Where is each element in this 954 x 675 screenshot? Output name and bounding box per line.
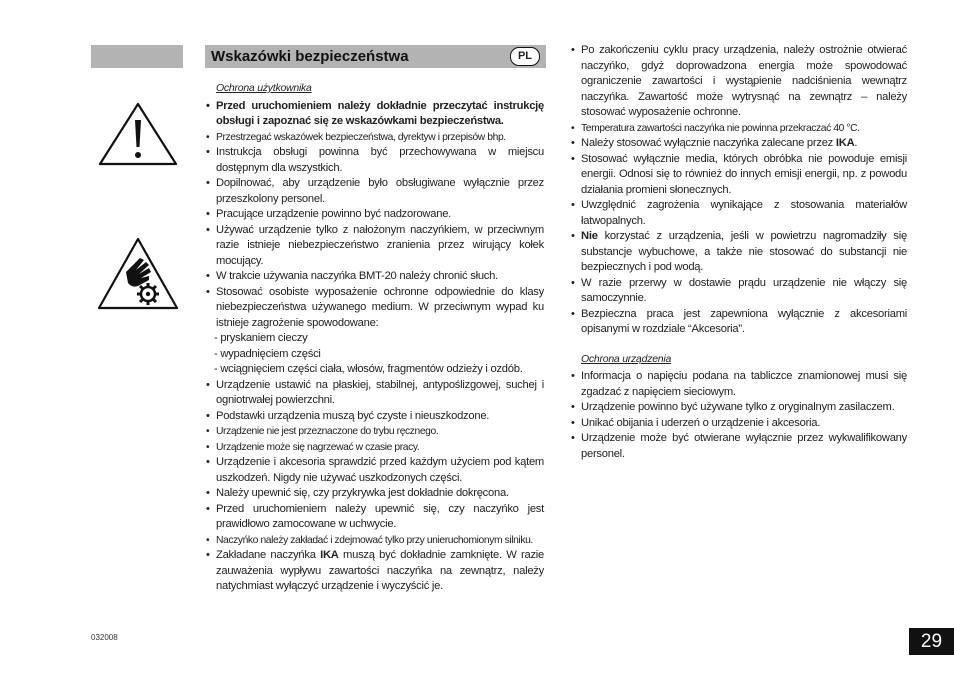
warning-triangle-icon [96,100,180,168]
list-item: • Urządzenie może się nagrzewać w czasie pracy. [205,440,544,456]
list-item: • Używać urządzenie tylko z nałożonym naczyńkiem, w przeciwnym razie istnieje niebezpieczeństwo zranienia przez wirujący kołek mocujący. [205,223,544,270]
page-title: Wskazówki bezpieczeństwa [211,48,409,65]
list-item: • Naczyńko należy zakładać i zdejmować tylko przy unieruchomionym silniku. [205,533,544,549]
list-item [205,548,544,595]
emphasis: Nie [581,230,598,242]
item-text: Zakładane naczyńka [216,549,321,561]
page-number: 29 [909,628,954,655]
language-badge: PL [510,47,540,66]
item-text: korzystać z urządzenia, jeśli w powietrzu nagromadziły się substancje wybuchowe, a także nie stosować do substancji nie bezpiecznych i pod wodą. [581,230,907,273]
list-item: • Urządzenie i akcesoria sprawdzić przed każdym użyciem pod kątem uszkodzeń. Nigdy nie używać uszkodzonych części. [205,455,544,486]
list-item: • Po zakończeniu cyklu pracy urządzenia, należy ostrożnie otwierać naczyńko, gdyż doprowadzona energia może spowodować ograniczenie zawartości i wystąpienie nadciśnienia wewnątrz naczyńka. Zawartość może wytrysnąć na zewnątrz – należy stosować wyposażenie ochronne. [570,43,907,121]
list-item: • Urządzenie może być otwierane wyłącznie przez wykwalifikowany personel. [570,431,907,462]
list-item: • Stosować wyłącznie media, których obróbka nie powoduje emisji energii. Odnosi się to również do innych emisji energii, np. z powodu działania promieni słonecznych. [570,152,907,199]
document-code: 032008 [91,633,118,642]
list-subitem: - wypadnięciem części [214,347,321,360]
list-item: • Uwzględnić zagrożenia wynikające z stosowania materiałów łatwopalnych. [570,198,907,229]
section-heading: Ochrona użytkownika [216,82,312,94]
item-text: Należy stosować wyłącznie naczyńka zalecane przez [581,137,836,149]
list-item: • Informacja o napięciu podana na tabliczce znamionowej musi się zgadzać z napięciem sieciowym. [570,369,907,400]
list-item: • Urządzenie powinno być używane tylko z oryginalnym zasilaczem. [570,400,907,416]
list-subitem: - wciągnięciem części ciała, włosów, fragmentów odzieży i ozdób. [214,363,523,375]
spacer [570,338,907,352]
list-item [570,136,907,152]
list-item: • Pracujące urządzenie powinno być nadzorowane. [205,207,544,223]
list-item: • Dopilnować, aby urządzenie było obsługiwane wyłącznie przez przeszkolony personel. [205,176,544,207]
brand-name: IKA [320,549,339,561]
list-item: • Stosować osobiste wyposażenie ochronne odpowiednie do klasy niebezpieczeństwa używanego medium. W przeciwnym wypad ku istnieje zagrożenie spowodowane: [205,285,544,332]
item-text: . [854,137,858,149]
section-tab [91,45,183,68]
hand-injury-icon [96,236,180,312]
list-item: • Bezpieczna praca jest zapewniona wyłącznie z akcesoriami opisanymi w rozdziale “Akcesoria”. [570,307,907,338]
list-item: • Instrukcja obsługi powinna być przechowywana w miejscu dostępnym dla wszystkich. [205,145,544,176]
list-item: • Przestrzegać wskazówek bezpieczeństwa, dyrektyw i przepisów bhp. [205,130,544,146]
list-item: • Temperatura zawartości naczyńka nie powinna przekraczać 40 °C. [570,121,907,137]
list-item: • Urządzenie nie jest przeznaczone do trybu ręcznego. [205,424,544,440]
list-item: • Urządzenie ustawić na płaskiej, stabilnej, antypoślizgowej, suchej i ogniotrwałej powierzchni. [205,378,544,409]
list-item: • W razie przerwy w dostawie prądu urządzenie nie włączy się samoczynnie. [570,276,907,307]
list-item: • Podstawki urządzenia muszą być czyste i nieuszkodzone. [205,409,544,425]
list-item: • Unikać obijania i uderzeń o urządzenie i akcesoria. [570,416,907,432]
item-text: muszą być dokładnie zamknięte. W razie zauważenia wypływu zawartości naczyńka na zewnątrz, należy natychmiast wyłączyć urządzenie i wyczyścić je. [216,549,545,592]
section-header [205,45,546,68]
section-heading: Ochrona urządzenia [581,352,672,365]
list-item: • Przed uruchomieniem należy upewnić się, czy naczyńko jest prawidłowo zamocowane w uchwycie. [205,502,544,533]
list-item: • Należy upewnić się, czy przykrywka jest dokładnie dokręcona. [205,486,544,502]
list-item [570,229,907,276]
user-protection-column [205,81,544,595]
brand-name: IKA [835,137,855,149]
safety-continued-column [570,43,907,462]
list-item: • W trakcie używania naczyńka BMT-20 należy chronić słuch. [205,269,544,285]
list-item: • Przed uruchomieniem należy dokładnie przeczytać instrukcję obsługi i zapoznać się ze wskazówkami bezpieczeństwa. [205,99,544,130]
list-subitem: - pryskaniem cieczy [214,332,308,344]
